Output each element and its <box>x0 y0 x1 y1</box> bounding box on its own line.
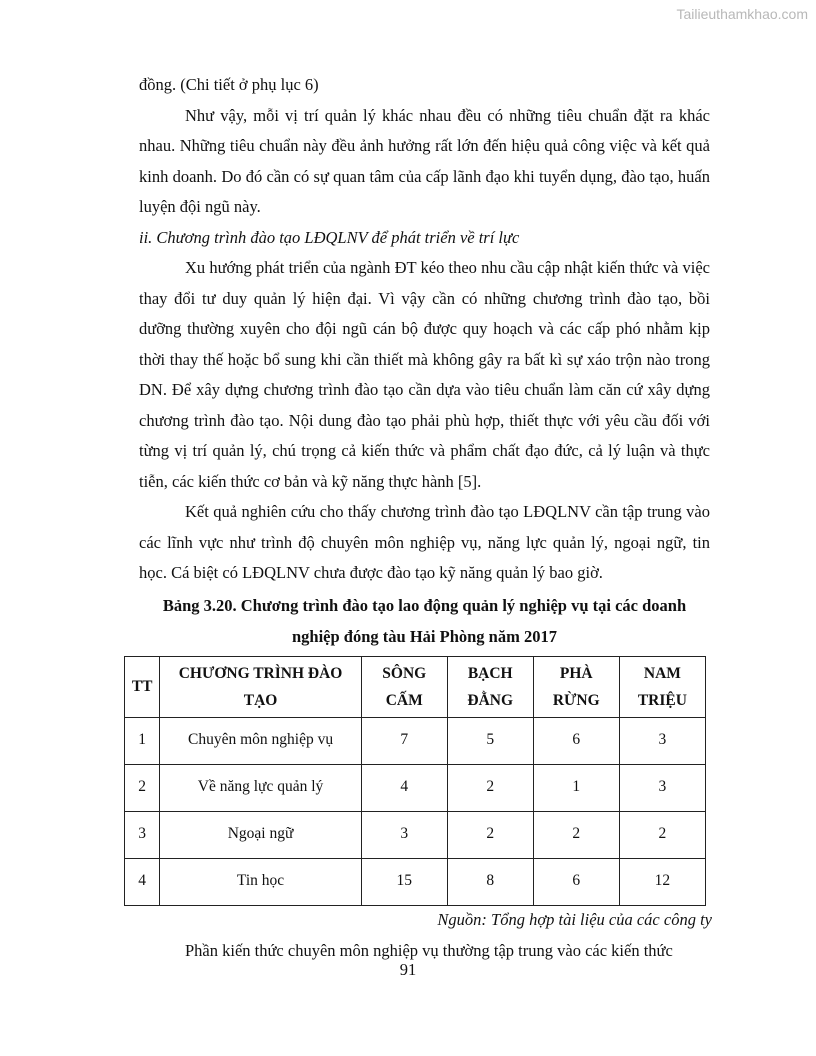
header-program: CHƯƠNG TRÌNH ĐÀO TẠO <box>160 656 361 717</box>
cell-nam-trieu: 3 <box>619 717 705 764</box>
paragraph-continuation: đồng. (Chi tiết ở phụ lục 6) <box>139 75 319 94</box>
cell-pha-rung: 6 <box>533 717 619 764</box>
cell-nam-trieu: 12 <box>619 858 705 905</box>
cell-pha-rung: 2 <box>533 811 619 858</box>
header-pha-rung-line2: RỪNG <box>552 691 600 709</box>
training-program-table <box>124 656 706 906</box>
cell-pha-rung: 6 <box>533 858 619 905</box>
header-nam-trieu <box>619 656 705 717</box>
page-number: 91 <box>399 960 417 979</box>
table-caption-line-2: nghiệp đóng tàu Hải Phòng năm 2017 <box>292 626 557 646</box>
header-pha-rung-line1: PHÀ <box>559 664 593 682</box>
table-row <box>125 717 706 764</box>
page-content <box>131 70 712 966</box>
cell-bach-dang: 2 <box>447 811 533 858</box>
paragraph-standards: Như vậy, mỗi vị trí quản lý khác nhau đều có những tiêu chuẩn đặt ra khác nhau. Những tiêu chuẩn này đều ảnh hưởng rất lớn đến hiệu quả công việc và kết quả kinh doanh. Do đó cần có sự quan tâm của cấp lãnh đạo khi tuyển dụng, đào tạo, huấn luyện đội ngũ này. <box>139 105 710 216</box>
cell-pha-rung: 1 <box>533 764 619 811</box>
paragraph-training-trend: Xu hướng phát triển của ngành ĐT kéo theo nhu cầu cập nhật kiến thức và việc thay đổi tư duy quản lý hiện đại. Vì vậy cần có những chương trình đào tạo, bồi dưỡng thường xuyên cho đội ngũ cán bộ được quy hoạch và các cấp phó nhằm kịp thời thay thế hoặc bổ sung khi cần thiết mà không gây ra bất kì sự xáo trộn nào trong DN. Để xây dựng chương trình đào tạo cần dựa vào tiêu chuẩn làm căn cứ xây dựng chương trình đào tạo. Nội dung đào tạo phải phù hợp, thiết thực với yêu cầu đối với từng vị trí quản lý, chú trọng cả kiến thức và phẩm chất đạo đức, cả lý luận và thực tiễn, các kiến thức cơ bản và kỹ năng thực hành [5]. <box>139 258 710 491</box>
section-heading: ii. Chương trình đào tạo LĐQLNV để phát triển về trí lực <box>139 227 520 247</box>
table-caption <box>139 590 710 652</box>
paragraph-closing: Phần kiến thức chuyên môn nghiệp vụ thường tập trung vào các kiến thức <box>185 940 673 960</box>
paragraph-research-result: Kết quả nghiên cứu cho thấy chương trình đào tạo LĐQLNV cần tập trung vào các lĩnh vực như trình độ chuyên môn nghiệp vụ, năng lực quản lý, ngoại ngữ, tin học. Cá biệt có LĐQLNV chưa được đào tạo kỹ năng quản lý bao giờ. <box>139 502 710 582</box>
cell-program: Chuyên môn nghiệp vụ <box>160 717 361 764</box>
header-bach-dang <box>447 656 533 717</box>
cell-bach-dang: 8 <box>447 858 533 905</box>
header-nam-trieu-line2: TRIỆU <box>637 691 687 709</box>
cell-song-cam: 15 <box>361 858 447 905</box>
header-tt: TT <box>125 656 160 717</box>
cell-tt: 2 <box>125 764 160 811</box>
cell-tt: 3 <box>125 811 160 858</box>
header-bach-dang-line1: BẠCH <box>467 664 513 682</box>
header-bach-dang-line2: ĐẰNG <box>467 691 514 709</box>
cell-tt: 4 <box>125 858 160 905</box>
cell-song-cam: 3 <box>361 811 447 858</box>
table-row <box>125 858 706 905</box>
table-row <box>125 764 706 811</box>
watermark: Tailieuthamkhao.com <box>676 6 808 22</box>
table-header-row <box>125 656 706 717</box>
cell-song-cam: 4 <box>361 764 447 811</box>
cell-bach-dang: 2 <box>447 764 533 811</box>
cell-program: Tin học <box>160 858 361 905</box>
header-song-cam <box>361 656 447 717</box>
cell-program: Ngoại ngữ <box>160 811 361 858</box>
cell-bach-dang: 5 <box>447 717 533 764</box>
table-source: Nguồn: Tổng hợp tài liệu của các công ty <box>437 909 712 929</box>
cell-program: Về năng lực quản lý <box>160 764 361 811</box>
table-row <box>125 811 706 858</box>
cell-nam-trieu: 2 <box>619 811 705 858</box>
cell-song-cam: 7 <box>361 717 447 764</box>
cell-nam-trieu: 3 <box>619 764 705 811</box>
header-song-cam-line1: SÔNG <box>382 664 427 682</box>
header-nam-trieu-line1: NAM <box>643 664 681 682</box>
header-pha-rung <box>533 656 619 717</box>
cell-tt: 1 <box>125 717 160 764</box>
table-caption-line-1: Bảng 3.20. Chương trình đào tạo lao động quản lý nghiệp vụ tại các doanh <box>162 595 687 615</box>
header-song-cam-line2: CẤM <box>385 691 423 709</box>
